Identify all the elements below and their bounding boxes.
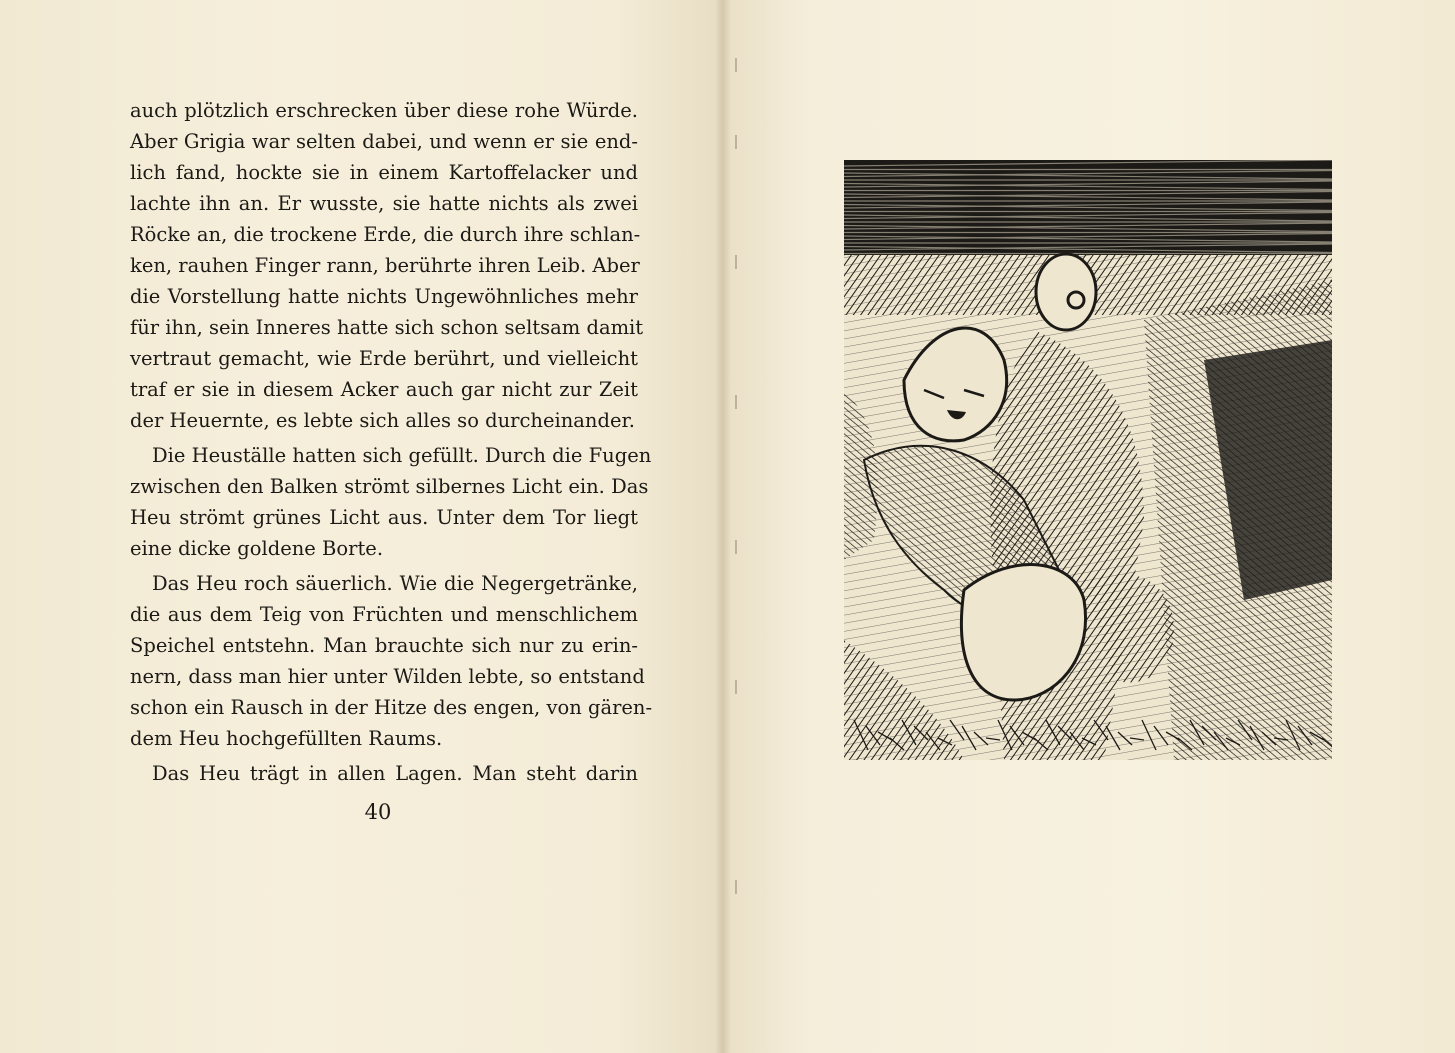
text-line: Röcke an, die trockene Erde, die durch ihre schlan-: [130, 223, 641, 246]
text-line: Das Heu roch säuerlich. Wie die Negergetränke,: [152, 572, 638, 595]
text-block: [130, 95, 653, 789]
text-line: der Heuernte, es lebte sich alles so durcheinander.: [130, 409, 635, 432]
text-line: auch plötzlich erschrecken über diese rohe Würde.: [130, 99, 638, 122]
text-line: nern, dass man hier unter Wilden lebte, so entstand: [130, 665, 645, 688]
binding-stitch: [735, 135, 742, 149]
etching-illustration-icon: [844, 160, 1332, 760]
text-line: Speichel entstehn. Man brauchte sich nur zu erin-: [130, 634, 638, 657]
binding-stitch: [735, 58, 742, 72]
binding-stitch: [735, 880, 742, 894]
text-line: Das Heu trägt in allen Lagen. Man steht darin: [152, 762, 638, 785]
page-number: 40: [364, 800, 392, 824]
text-line: Aber Grigia war selten dabei, und wenn er sie end-: [130, 130, 638, 153]
text-line: für ihn, sein Inneres hatte sich schon seltsam damit: [130, 316, 644, 339]
text-line: schon ein Rausch in der Hitze des engen, von gären-: [130, 696, 653, 719]
text-line: vertraut gemacht, wie Erde berührt, und vielleicht: [130, 347, 638, 370]
binding-stitch: [735, 395, 742, 409]
text-line: Die Heuställe hatten sich gefüllt. Durch die Fugen: [152, 444, 652, 467]
left-page: [0, 0, 722, 1053]
binding-stitch: [735, 540, 742, 554]
text-line: lachte ihn an. Er wusste, sie hatte nichts als zwei: [130, 192, 638, 215]
binding-stitch: [735, 680, 742, 694]
text-line: eine dicke goldene Borte.: [130, 537, 384, 560]
text-line: zwischen den Balken strömt silbernes Licht ein. Das: [130, 475, 649, 498]
text-line: ken, rauhen Finger rann, berührte ihren Leib. Aber: [130, 254, 640, 277]
book-gutter: [715, 0, 731, 1053]
text-line: die Vorstellung hatte nichts Ungewöhnliches mehr: [130, 285, 638, 308]
text-line: lich fand, hockte sie in einem Kartoffelacker und: [130, 161, 638, 184]
binding-stitch: [735, 255, 742, 269]
text-line: traf er sie in diesem Acker auch gar nicht zur Zeit: [130, 378, 638, 401]
text-line: dem Heu hochgefüllten Raums.: [130, 727, 443, 750]
text-line: die aus dem Teig von Früchten und menschlichem: [130, 603, 638, 626]
text-line: Heu strömt grünes Licht aus. Unter dem Tor liegt: [130, 506, 638, 529]
